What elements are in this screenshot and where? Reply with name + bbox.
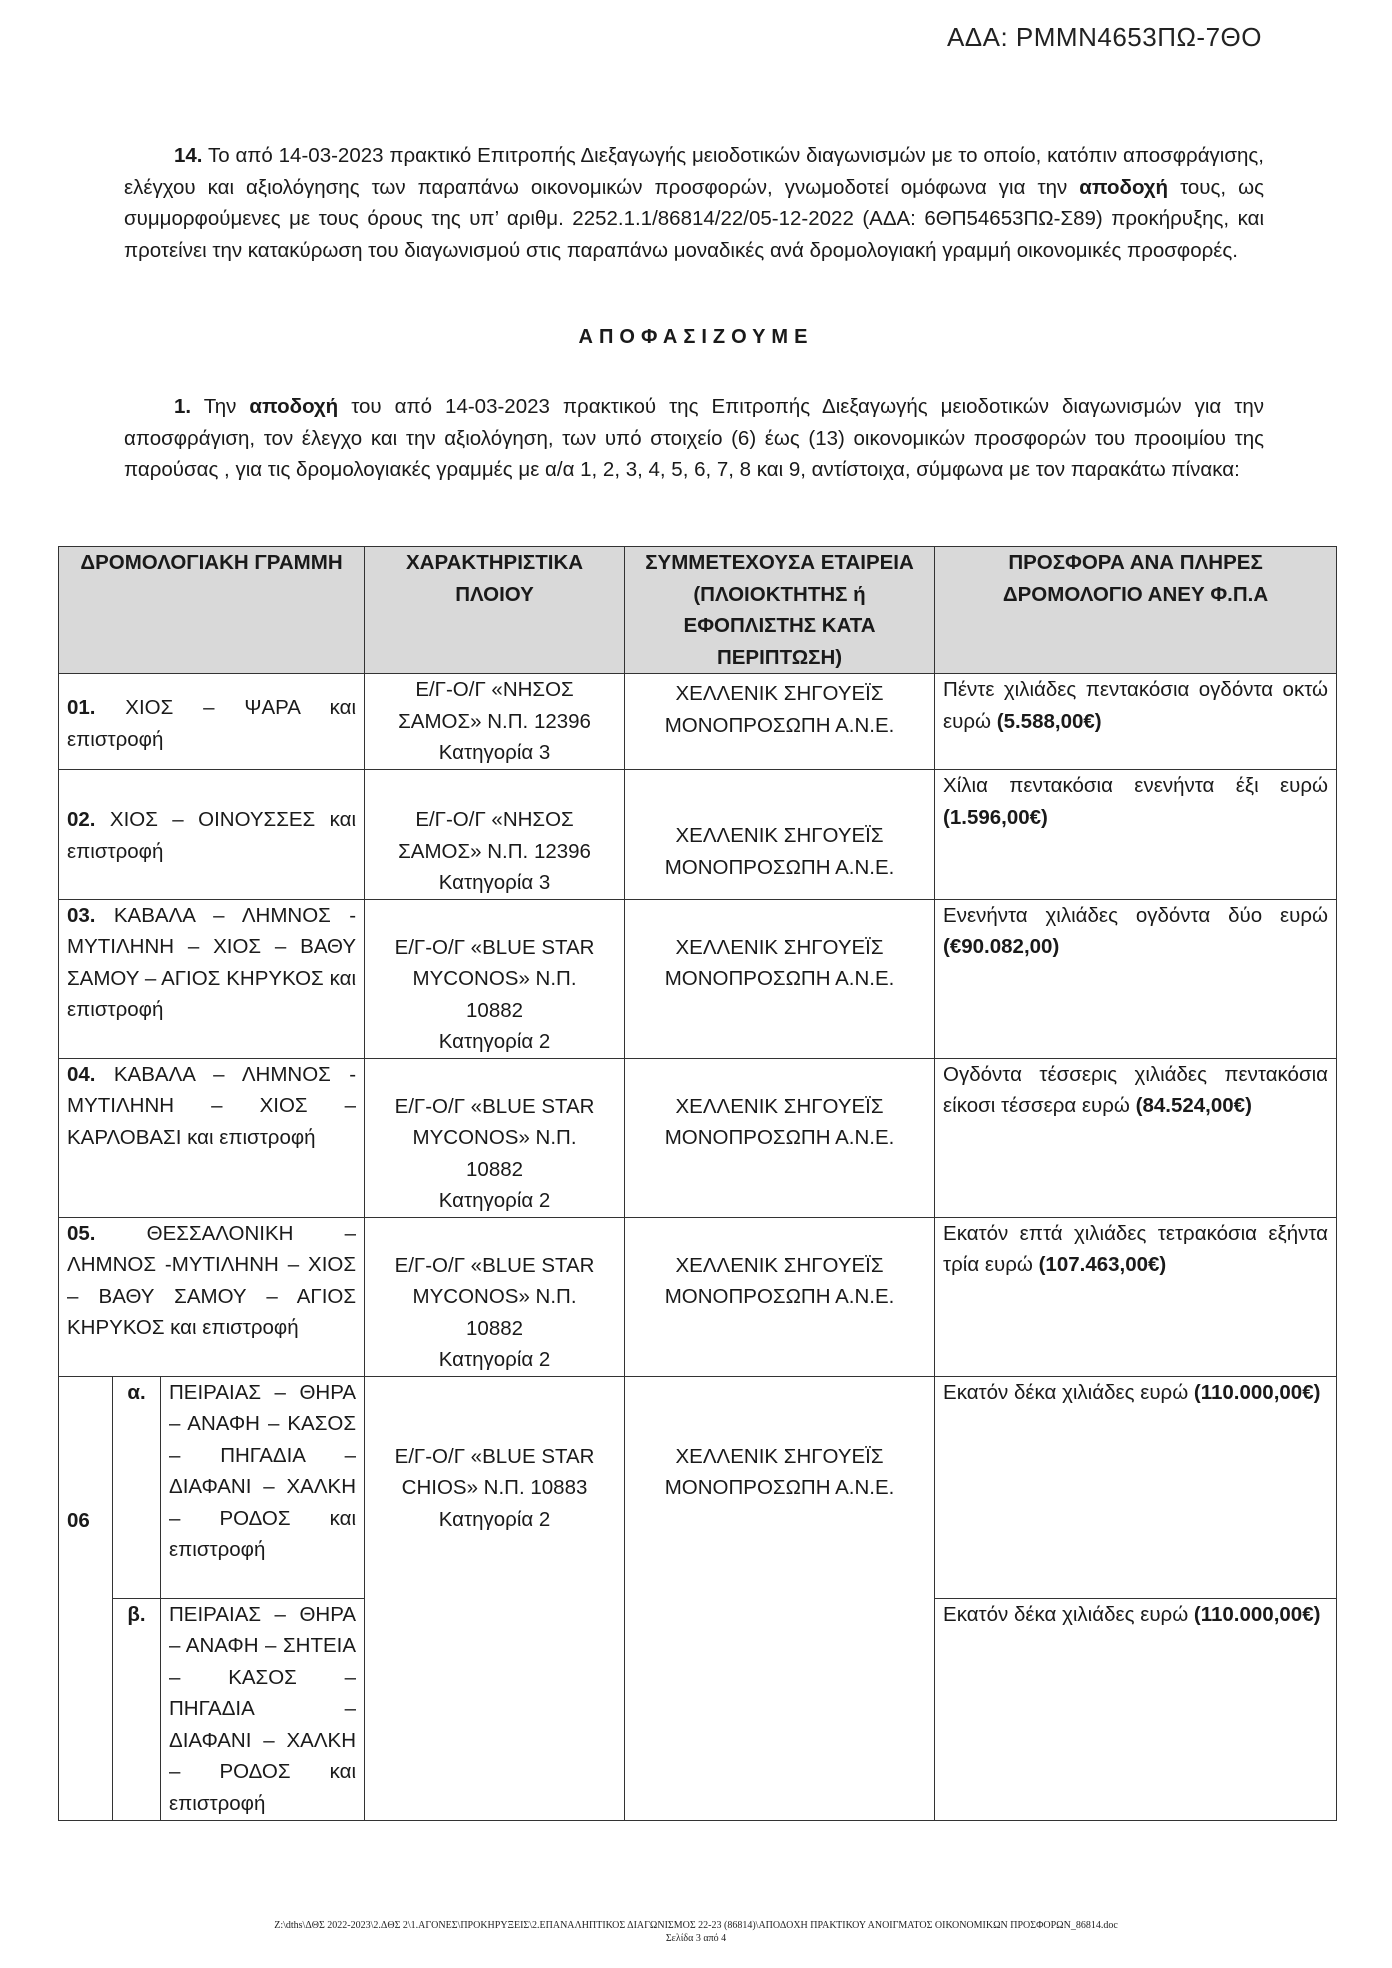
ship-cell bbox=[365, 1058, 625, 1217]
footer-page-number: Σελίδα 3 από 4 bbox=[665, 1933, 727, 1944]
table-row bbox=[59, 674, 1337, 770]
offer-cell bbox=[935, 674, 1337, 770]
ship-line: Ε/Γ-Ο/Γ «ΝΗΣΟΣ bbox=[415, 678, 574, 701]
offer-text: Εκατόν επτά χιλιάδες τετρακόσια εξήντα τρία ευρώ bbox=[943, 1221, 1329, 1276]
route-number: 03. bbox=[67, 903, 96, 927]
route-text: ΧΙΟΣ – ΟΙΝΟΥΣΣΕΣ και επιστροφή bbox=[67, 808, 357, 863]
offer-cell bbox=[935, 899, 1337, 1058]
paragraph-14 bbox=[124, 140, 1264, 266]
ship-line: Ε/Γ-Ο/Γ «BLUE STAR bbox=[394, 1094, 595, 1118]
header-route: ΔΡΟΜΟΛΟΓΙΑΚΗ ΓΡΑΜΜΗ bbox=[59, 547, 365, 674]
offer-cell bbox=[935, 770, 1337, 900]
ship-line: ΣΑΜΟΣ» Ν.Π. 12396 bbox=[398, 839, 591, 863]
route-text: ΧΙΟΣ – ΨΑΡΑ και επιστροφή bbox=[67, 696, 357, 751]
company-cell bbox=[625, 1217, 935, 1376]
paragraph-14-text-1: Το από 14-03-2023 πρακτικό Επιτροπής Διεξαγωγής μειοδοτικών διαγωνισμών με το οποίο, κατόπιν αποσφράγισης, ελέγχου και αξιολόγησης των παραπάνω οικονομικών προσφορών, γνωμοδοτεί ομόφωνα για την bbox=[124, 144, 1264, 199]
header-offer: ΠΡΟΣΦΟΡΑ ΑΝΑ ΠΛΗΡΕΣ ΔΡΟΜΟΛΟΓΙΟ ΑΝΕΥ Φ.Π.Α bbox=[935, 547, 1337, 674]
ship-line: Ε/Γ-Ο/Γ «BLUE STAR bbox=[394, 1444, 595, 1468]
company-cell bbox=[625, 770, 935, 900]
sub-route-b-label: β. bbox=[113, 1598, 161, 1820]
offer-cell bbox=[935, 1376, 1337, 1598]
offer-amount: (110.000,00€) bbox=[1193, 1380, 1321, 1404]
company-line: ΧΕΛΛΕΝΙΚ ΣΗΓΟΥΕΪΣ bbox=[675, 682, 884, 705]
ship-line: Ε/Γ-Ο/Γ «BLUE STAR bbox=[394, 1253, 595, 1277]
sub-route-a-label: α. bbox=[113, 1376, 161, 1598]
route-cell bbox=[59, 899, 365, 1058]
route-number: 05. bbox=[67, 1221, 96, 1245]
company-line: ΜΟΝΟΠΡΟΣΩΠΗ Α.Ν.Ε. bbox=[664, 1285, 895, 1308]
company-line: ΧΕΛΛΕΝΙΚ ΣΗΓΟΥΕΪΣ bbox=[675, 1444, 884, 1468]
page-footer bbox=[0, 1919, 1392, 1945]
route-cell bbox=[59, 1058, 365, 1217]
route-number: 02. bbox=[67, 808, 96, 831]
paragraph-1-bold: αποδοχή bbox=[249, 395, 339, 418]
company-line: ΜΟΝΟΠΡΟΣΩΠΗ Α.Ν.Ε. bbox=[664, 967, 895, 990]
ship-cell bbox=[365, 899, 625, 1058]
table-row bbox=[59, 899, 1337, 1058]
ada-code: ΑΔΑ: ΡΜΜΝ4653ΠΩ-7ΘΟ bbox=[946, 22, 1262, 52]
paragraph-1-number: 1. bbox=[174, 395, 192, 418]
ship-line: Κατηγορία 3 bbox=[438, 741, 551, 764]
ship-line: Κατηγορία 2 bbox=[438, 1348, 551, 1371]
offer-text: Εκατόν δέκα χιλιάδες ευρώ bbox=[943, 1602, 1194, 1626]
route-cell bbox=[59, 770, 365, 900]
ship-line: Ε/Γ-Ο/Γ «BLUE STAR bbox=[394, 935, 595, 959]
paragraph-14-text-2: τους, ως συμμορφούμενες με τους όρους της υπ’ αριθμ. 2252.1.1/86814/22/05-12-2022 (ΑΔΑ: 6ΘΠ54653ΠΩ-Σ89) προκήρυξης, και προτείνει την κατακύρωση του διαγωνισμού στις παραπάνω μοναδικές ανά δρομολογιακή γραμμή οικονομικές προσφορές. bbox=[124, 175, 1264, 262]
offer-amount: (110.000,00€) bbox=[1193, 1602, 1321, 1626]
company-line: ΧΕΛΛΕΝΙΚ ΣΗΓΟΥΕΪΣ bbox=[675, 824, 884, 847]
company-line: ΧΕΛΛΕΝΙΚ ΣΗΓΟΥΕΪΣ bbox=[675, 1253, 884, 1277]
offer-amount: (5.588,00€) bbox=[996, 709, 1102, 733]
ship-line: 10882 bbox=[466, 998, 524, 1022]
ship-line: 10882 bbox=[466, 1157, 524, 1181]
ship-cell bbox=[365, 1217, 625, 1376]
ship-cell bbox=[365, 674, 625, 770]
route-number: 01. bbox=[67, 696, 96, 719]
ship-line: Κατηγορία 2 bbox=[438, 1030, 551, 1053]
route-number: 06 bbox=[67, 1508, 90, 1532]
ship-line: Κατηγορία 3 bbox=[438, 871, 551, 894]
offer-text: Πέντε χιλιάδες πεντακόσια ογδόντα οκτώ ευρώ bbox=[943, 678, 1329, 733]
ship-line: 10882 bbox=[466, 1316, 524, 1340]
company-cell bbox=[625, 1058, 935, 1217]
company-line: ΧΕΛΛΕΝΙΚ ΣΗΓΟΥΕΪΣ bbox=[675, 935, 884, 959]
ship-cell bbox=[365, 770, 625, 900]
offers-table bbox=[58, 546, 1337, 1821]
company-cell bbox=[625, 1376, 935, 1820]
paragraph-14-number: 14. bbox=[174, 144, 203, 167]
route-number-06 bbox=[59, 1376, 113, 1820]
ship-line: Ε/Γ-Ο/Γ «ΝΗΣΟΣ bbox=[415, 808, 574, 831]
company-cell bbox=[625, 899, 935, 1058]
header-company: ΣΥΜΜΕΤΕΧΟΥΣΑ ΕΤΑΙΡΕΙΑ (ΠΛΟΙΟΚΤΗΤΗΣ ή ΕΦΟΠΛΙΣΤΗΣ ΚΑΤΑ ΠΕΡΙΠΤΩΣΗ) bbox=[625, 547, 935, 674]
sub-route-a: ΠΕΙΡΑΙΑΣ – ΘΗΡΑ – ΑΝΑΦΗ – ΚΑΣΟΣ – ΠΗΓΑΔΙΑ – ΔΙΑΦΑΝΙ – ΧΑΛΚΗ – ΡΟΔΟΣ και επιστροφή bbox=[161, 1376, 365, 1598]
table-row bbox=[59, 1376, 1337, 1598]
paragraph-1-text-2: του από 14-03-2023 πρακτικού της Επιτροπής Διεξαγωγής μειοδοτικών διαγωνισμών για την αποσφράγιση, τον έλεγχο και την αξιολόγηση, των υπό στοιχείο (6) έως (13) οικονομικών προσφορών του προοιμίου της παρούσας , για τις δρομολογιακές γραμμές με α/α 1, 2, 3, 4, 5, 6, 7, 8 και 9, αντίστοιχα, σύμφωνα με τον παρακάτω πίνακα: bbox=[124, 395, 1264, 481]
route-text: ΘΕΣΣΑΛΟΝΙΚΗ – ΛΗΜΝΟΣ -ΜΥΤΙΛΗΝΗ – ΧΙΟΣ – ΒΑΘΥ ΣΑΜΟΥ – ΑΓΙΟΣ ΚΗΡΥΚΟΣ και επιστροφή bbox=[67, 1221, 357, 1339]
route-text: ΚΑΒΑΛΑ – ΛΗΜΝΟΣ - ΜΥΤΙΛΗΝΗ – ΧΙΟΣ – ΚΑΡΛΟΒΑΣΙ και επιστροφή bbox=[67, 1062, 357, 1149]
ship-line: MYCONOS» Ν.Π. bbox=[412, 967, 577, 990]
offer-cell bbox=[935, 1598, 1337, 1820]
company-line: ΜΟΝΟΠΡΟΣΩΠΗ Α.Ν.Ε. bbox=[664, 1476, 895, 1499]
ship-line: MYCONOS» Ν.Π. bbox=[412, 1285, 577, 1308]
route-text: ΚΑΒΑΛΑ – ΛΗΜΝΟΣ - ΜΥΤΙΛΗΝΗ – ΧΙΟΣ – ΒΑΘΥ ΣΑΜΟΥ – ΑΓΙΟΣ ΚΗΡΥΚΟΣ και επιστροφή bbox=[67, 903, 357, 1021]
ship-cell bbox=[365, 1376, 625, 1820]
decision-heading: ΑΠΟΦΑΣΙΖΟΥΜΕ bbox=[578, 326, 814, 348]
route-number: 04. bbox=[67, 1062, 96, 1086]
offer-amount: (€90.082,00) bbox=[943, 935, 1060, 958]
offer-cell bbox=[935, 1217, 1337, 1376]
route-cell bbox=[59, 1217, 365, 1376]
sub-route-b: ΠΕΙΡΑΙΑΣ – ΘΗΡΑ – ΑΝΑΦΗ – ΣΗΤΕΙΑ – ΚΑΣΟΣ – ΠΗΓΑΔΙΑ – ΔΙΑΦΑΝΙ – ΧΑΛΚΗ – ΡΟΔΟΣ και επιστροφή bbox=[161, 1598, 365, 1820]
table-row bbox=[59, 1217, 1337, 1376]
offer-amount: (84.524,00€) bbox=[1135, 1094, 1252, 1117]
ship-line: Κατηγορία 2 bbox=[438, 1507, 551, 1531]
table-header-row bbox=[59, 547, 1337, 674]
offer-text: Χίλια πεντακόσια ενενήντα έξι ευρώ bbox=[943, 774, 1329, 797]
offer-amount: (107.463,00€) bbox=[1038, 1253, 1167, 1276]
company-line: ΜΟΝΟΠΡΟΣΩΠΗ Α.Ν.Ε. bbox=[664, 713, 895, 737]
offer-text: Ογδόντα τέσσερις χιλιάδες πεντακόσια είκοσι τέσσερα ευρώ bbox=[943, 1062, 1329, 1117]
ship-line: CHIOS» Ν.Π. 10883 bbox=[401, 1476, 588, 1499]
footer-path: Z:\dths\ΔΘΣ 2022-2023\2.ΔΘΣ 2\1.ΑΓΟΝΕΣ\ΠΡΟΚΗΡΥΞΕΙΣ\2.ΕΠΑΝΑΛΗΠΤΙΚΟΣ ΔΙΑΓΩΝΙΣΜΟΣ 22-23 (86814)\ΑΠΟΔΟΧΗ ΠΡΑΚΤΙΚΟΥ ΑΝΟΙΓΜΑΤΟΣ ΟΙΚΟΝΟΜΙΚΩΝ ΠΡΟΣΦΟΡΩΝ_86814.doc bbox=[274, 1920, 1118, 1931]
company-cell bbox=[625, 674, 935, 770]
ship-line: Κατηγορία 2 bbox=[438, 1189, 551, 1212]
route-cell bbox=[59, 674, 365, 770]
company-line: ΧΕΛΛΕΝΙΚ ΣΗΓΟΥΕΪΣ bbox=[675, 1094, 884, 1118]
paragraph-1-text-1: Την bbox=[191, 395, 250, 418]
table-row bbox=[59, 770, 1337, 900]
table-row bbox=[59, 1058, 1337, 1217]
offer-cell bbox=[935, 1058, 1337, 1217]
ship-line: MYCONOS» Ν.Π. bbox=[412, 1126, 577, 1149]
header-ship: ΧΑΡΑΚΤΗΡΙΣΤΙΚΑ ΠΛΟΙΟΥ bbox=[365, 547, 625, 674]
company-line: ΜΟΝΟΠΡΟΣΩΠΗ Α.Ν.Ε. bbox=[664, 1126, 895, 1149]
offer-text: Εκατόν δέκα χιλιάδες ευρώ bbox=[943, 1380, 1194, 1404]
company-line: ΜΟΝΟΠΡΟΣΩΠΗ Α.Ν.Ε. bbox=[664, 855, 895, 879]
offer-amount: (1.596,00€) bbox=[943, 805, 1048, 829]
paragraph-14-bold: αποδοχή bbox=[1079, 175, 1169, 199]
paragraph-1 bbox=[124, 391, 1264, 486]
ship-line: ΣΑΜΟΣ» Ν.Π. 12396 bbox=[398, 709, 591, 733]
offer-text: Ενενήντα χιλιάδες ογδόντα δύο ευρώ bbox=[943, 903, 1329, 927]
